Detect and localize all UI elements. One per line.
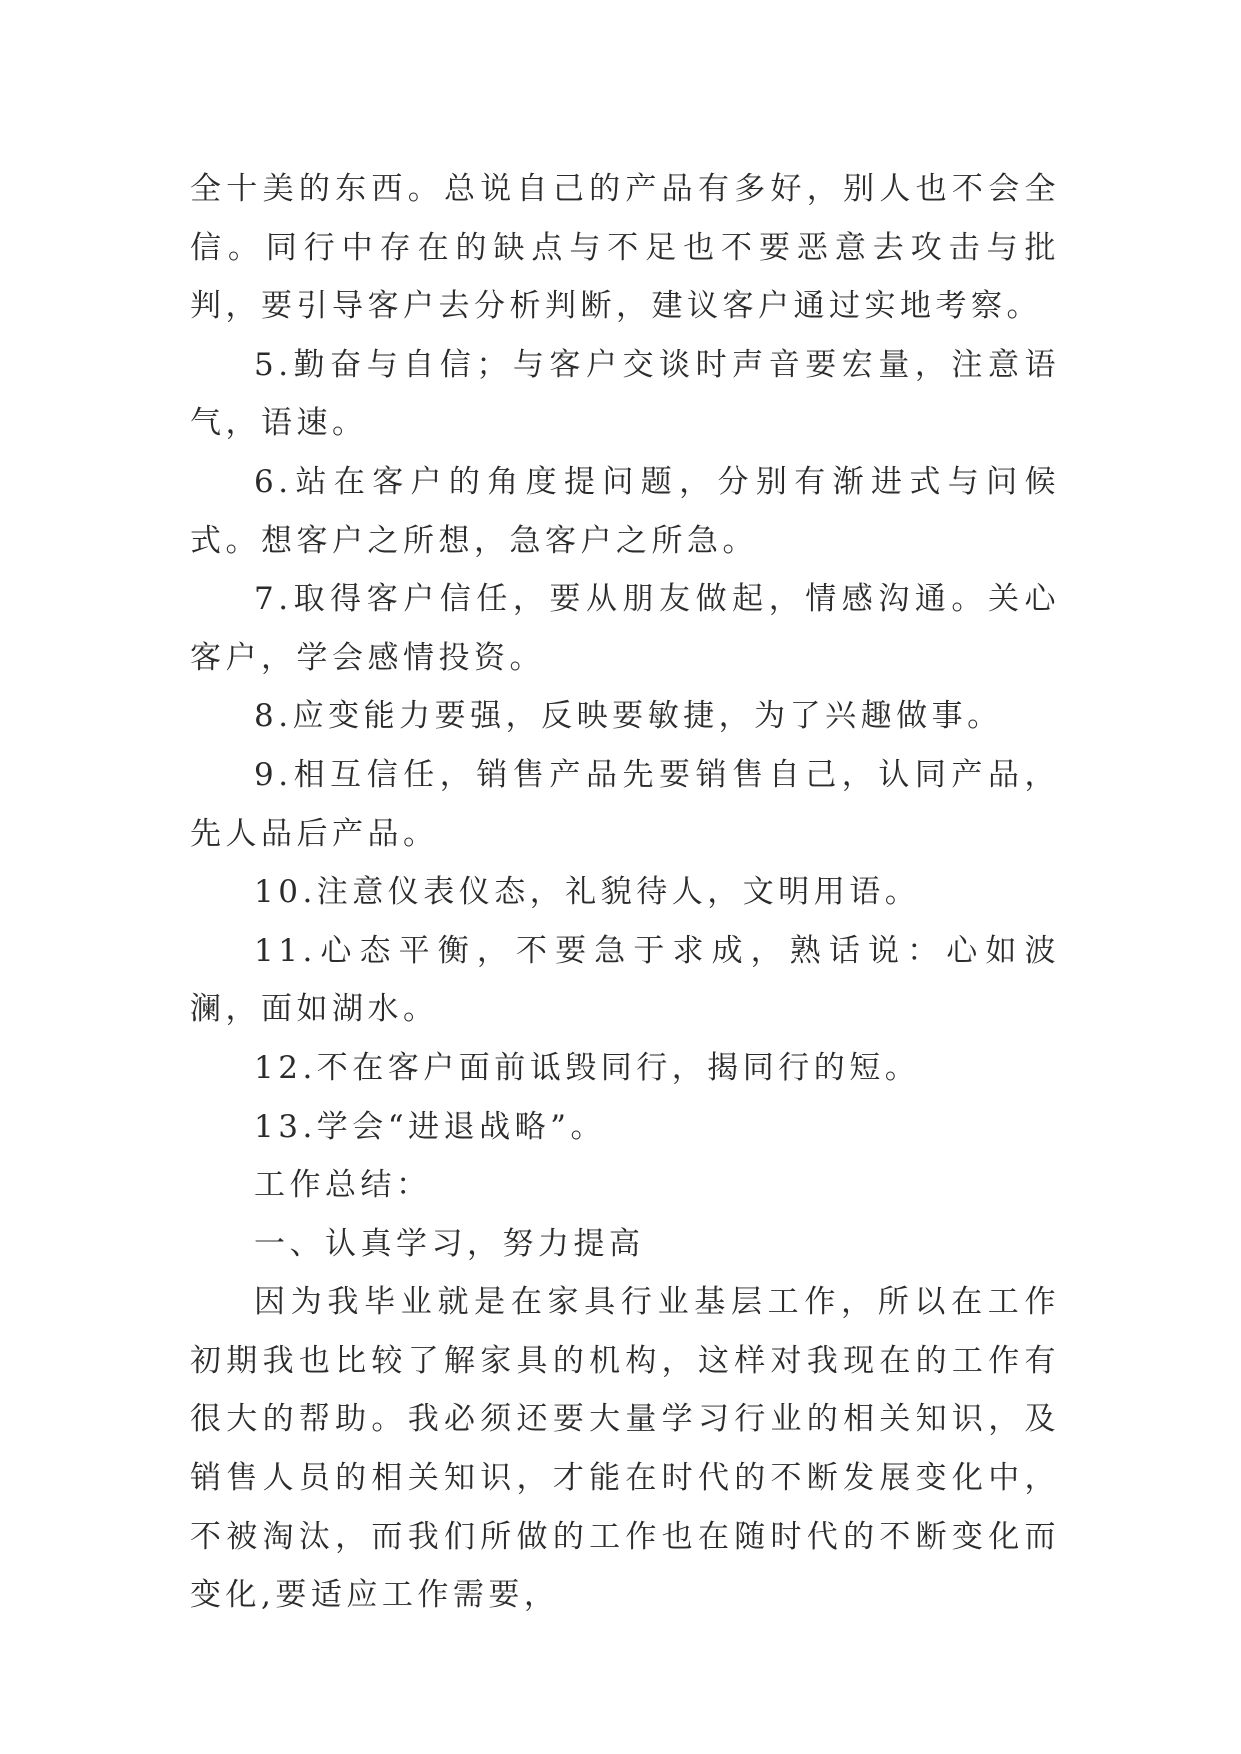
document-body bbox=[190, 160, 1060, 1625]
paragraph-body: 因为我毕业就是在家具行业基层工作，所以在工作初期我也比较了解家具的机构，这样对我现在的工作有很大的帮助。我必须还要大量学习行业的相关知识，及销售人员的相关知识，才能在时代的不断发展变化中，不被淘汰，而我们所做的工作也在随时代的不断变化而变化,要适应工作需要， bbox=[190, 1284, 1060, 1614]
subheading-study: 一、认真学习，努力提高 bbox=[254, 1225, 645, 1262]
list-item-11: 11.心态平衡，不要急于求成，熟话说：心如波澜，面如湖水。 bbox=[190, 932, 1060, 1028]
section-heading-work-summary: 工作总结： bbox=[254, 1167, 432, 1204]
list-item-6: 6.站在客户的角度提问题，分别有渐进式与问候式。想客户之所想，急客户之所急。 bbox=[190, 463, 1060, 559]
list-item-13: 13.学会“进退战略”。 bbox=[254, 1108, 606, 1145]
paragraph-continuation: 全十美的东西。总说自己的产品有多好，别人也不会全信。同行中存在的缺点与不足也不要恶意去攻击与批判，要引导客户去分析判断，建议客户通过实地考察。 bbox=[190, 171, 1060, 325]
list-item-5: 5.勤奋与自信；与客户交谈时声音要宏量，注意语气，语速。 bbox=[190, 346, 1060, 442]
list-item-10: 10.注意仪表仪态，礼貌待人，文明用语。 bbox=[254, 874, 921, 911]
list-item-7: 7.取得客户信任，要从朋友做起，情感沟通。关心客户，学会感情投资。 bbox=[190, 581, 1060, 676]
list-item-9: 9.相互信任，销售产品先要销售自己，认同产品，先人品后产品。 bbox=[190, 756, 1060, 852]
list-item-12: 12.不在客户面前诋毁同行，揭同行的短。 bbox=[254, 1049, 921, 1086]
list-item-8: 8.应变能力要强，反映要敏捷，为了兴趣做事。 bbox=[254, 698, 1003, 735]
